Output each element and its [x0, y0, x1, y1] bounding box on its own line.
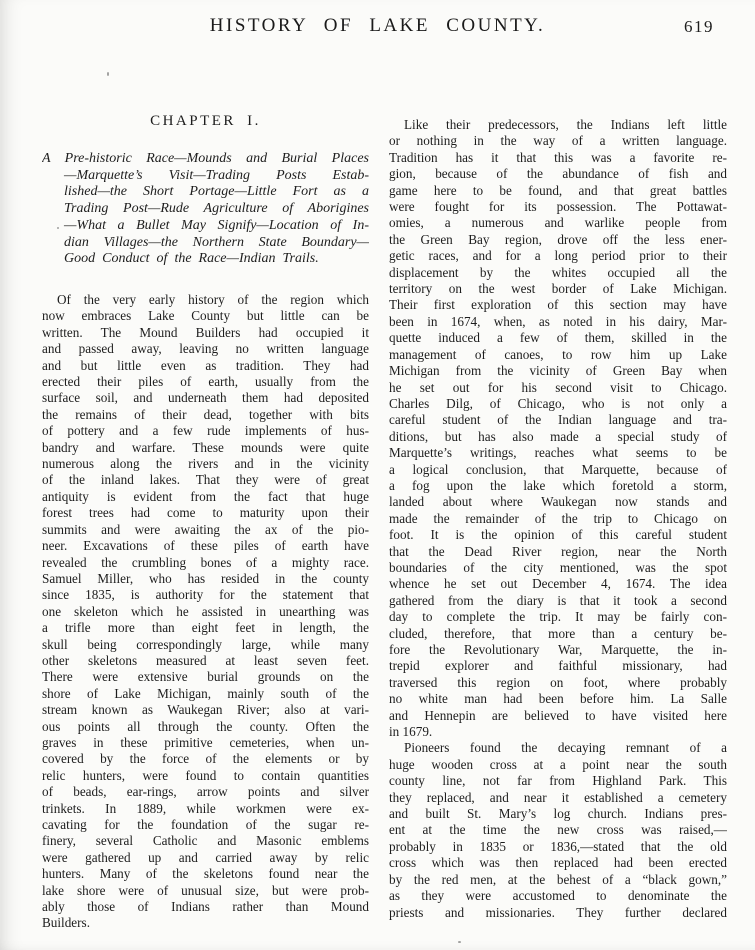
right-column — [389, 117, 727, 921]
text-line: were fought for its possession. The Pottawat- — [389, 199, 727, 215]
text-line: getic races, and for a long period prior to their — [389, 248, 727, 264]
text-line: neer. Excavations of these piles of earth have — [42, 538, 369, 554]
text-line: landed about where Waukegan now stands and — [389, 494, 727, 510]
text-line: a trifle more than eight feet in length, the — [42, 620, 369, 636]
text-line: the Green Bay region, drove off the less ener- — [389, 231, 727, 247]
text-line: careful student of the Indian language and tra- — [389, 412, 727, 428]
text-line: ably those of Indians rather than Mound — [42, 899, 369, 915]
text-line: one skeleton which he assisted in unearthing was — [42, 603, 369, 619]
text-line: the remains of their dead, together with bits — [42, 406, 369, 422]
text-line: stream known as Waukegan River; also at vari- — [42, 702, 369, 718]
text-line: now embraces Lake County but little can be — [42, 308, 369, 324]
text-line: a logical conclusion, that Marquette, because of — [389, 461, 727, 477]
text-line: traversed this region on foot, where probably — [389, 674, 727, 690]
text-line: they replaced, and near it established a cemetery — [389, 789, 727, 805]
text-line: gathered from the diary is that it took a second — [389, 592, 727, 608]
text-line: were gathered up and carried away by relic — [42, 849, 369, 865]
text-line: bandry and warfare. These mounds were quite — [42, 439, 369, 455]
text-line: huge wooden cross at a point near the south — [389, 756, 727, 772]
text-line: Like their predecessors, the Indians left little — [404, 117, 727, 132]
text-line: he set out for his second visit to Chicago. — [389, 379, 727, 395]
scan-speck — [57, 227, 59, 229]
text-line: since 1835, is authority for the statement that — [42, 587, 369, 603]
text-line: whence he set out December 4, 1674. The idea — [389, 576, 727, 592]
summary-line: lished—the Short Portage—Little Fort as a — [64, 184, 369, 200]
text-line: of the inland lakes. That they were of great — [42, 472, 369, 488]
text-line: management of canoes, to row him up Lake — [389, 346, 727, 362]
text-line: covered by the force of the elements or by — [42, 751, 369, 767]
summary-line: dian Villages—the Northern State Boundary— — [64, 234, 369, 250]
text-line: numerous along the rivers and in the vicinity — [42, 456, 369, 472]
text-line: other skeletons measured at least seven feet. — [42, 652, 369, 668]
text-line: in 1679. — [389, 724, 433, 740]
scan-speck — [107, 72, 109, 76]
text-line: surface soil, and underneath them had deposited — [42, 390, 369, 406]
text-line: shore of Lake Michigan, mainly south of the — [42, 685, 369, 701]
summary-line: Trading Post—Rude Agriculture of Aborigines — [64, 201, 369, 217]
summary-line: —Marquette’s Visit—Trading Posts Estab- — [64, 167, 369, 183]
text-line: relic hunters, were found to contain quantities — [42, 767, 369, 783]
text-line: displacement by the whites occupied all the — [389, 264, 727, 280]
text-line: forest trees had come to maturity upon their — [42, 505, 369, 521]
text-line: and Hennepin are believed to have visited here — [389, 707, 727, 723]
text-line: erected their piles of earth, usually from the — [42, 374, 369, 390]
text-line: made the remainder of the trip to Chicago on — [389, 510, 727, 526]
text-line: Samuel Miller, who has resided in the county — [42, 570, 369, 586]
text-line: ent at the time the new cross was raised,— — [389, 822, 727, 838]
text-line: cavating for the foundation of the sugar re- — [42, 817, 369, 832]
text-line: a fog upon the lake which foretold a storm, — [389, 477, 727, 493]
scan-speck — [458, 941, 461, 943]
text-line: lake shore were of unusual size, but were prob- — [42, 882, 369, 898]
text-line: fore the Revolutionary War, Marquette, the in- — [389, 642, 727, 657]
left-column-paragraph — [42, 292, 369, 932]
text-line: territory on the west border of Lake Michigan. — [389, 281, 727, 297]
summary-line: Good Conduct of the Race—Indian Trails. — [64, 251, 319, 267]
text-line: and passed away, leaving no written language — [42, 341, 369, 357]
text-line: antiquity is evident from the fact that huge — [42, 488, 369, 504]
text-line: ous points all through the county. Often the — [42, 718, 369, 734]
text-line: probably in 1835 or 1836,—stated that the old — [389, 838, 727, 854]
text-line: and but little even as tradition. They had — [42, 357, 369, 373]
text-line: Michigan from the vicinity of Green Bay when — [389, 363, 727, 379]
running-header — [0, 15, 755, 37]
text-line: omies, a numerous and warlike people from — [389, 215, 727, 231]
text-line: of pottery and a few rude implements of hus- — [42, 423, 369, 439]
text-line: been in 1674, when, as noted in his dairy, Mar- — [389, 313, 727, 329]
text-line: day to complete the trip. It may be fairly con- — [389, 609, 727, 625]
text-line: by the red men, at the behest of a “black gown,” — [389, 871, 727, 887]
text-line: trepid explorer and faithful missionary, had — [389, 658, 727, 674]
text-line: county line, not far from Highland Park. This — [389, 773, 727, 789]
summary-line: —What a Bullet May Signify—Location of In- — [64, 217, 369, 233]
text-line: written. The Mound Builders had occupied it — [42, 324, 369, 340]
text-line: cluded, therefore, that more than a century be- — [389, 625, 727, 641]
text-line: foot. It is the opinion of this careful student — [389, 527, 727, 543]
text-line: summits and were awaiting the ax of the pio- — [42, 521, 369, 537]
text-line: trinkets. In 1889, while workmen were ex- — [42, 800, 369, 816]
text-line: priests and missionaries. They further declared — [389, 904, 727, 920]
right-column-paragraph-2 — [389, 740, 727, 920]
text-line: no white man had been before him. La Salle — [389, 691, 727, 707]
text-line: and built St. Mary’s log church. Indians pres- — [389, 806, 727, 822]
text-line: gion, because of the abundance of fish and — [389, 166, 727, 182]
text-line: cross which was then replaced had been erected — [389, 855, 727, 871]
running-title: HISTORY OF LAKE COUNTY. — [209, 15, 546, 36]
text-line: Charles Dilg, of Chicago, who is not only a — [389, 395, 727, 411]
text-line: or nothing in the way of a written language. — [389, 133, 727, 149]
text-line: game here to be found, and that great battles — [389, 182, 727, 198]
text-line: finery, several Catholic and Masonic emblems — [42, 833, 369, 849]
text-line: that the Dead River region, near the North — [389, 543, 727, 559]
text-line: Of the very early history of the region which — [57, 292, 369, 307]
text-line: revealed the crumbling bones of a mighty race. — [42, 554, 369, 570]
text-line: There were extensive burial grounds on the — [42, 669, 369, 685]
text-line: hunters. Many of the skeletons found near the — [42, 866, 369, 882]
text-line: boundaries of the city mentioned, was the spot — [389, 559, 727, 575]
right-column-paragraph-1 — [389, 117, 727, 740]
summary-line: A Pre-historic Race—Mounds and Burial Places — [42, 151, 369, 166]
chapter-heading: CHAPTER I. — [150, 113, 261, 129]
text-line: of beads, ear-rings, arrow points and silver — [42, 784, 369, 800]
chapter-summary — [42, 151, 369, 268]
text-line: Tradition has it that this was a favorite re- — [389, 149, 727, 165]
text-line: ditions, but has also made a special study of — [389, 428, 727, 444]
text-line: graves in these primitive cemeteries, when un- — [42, 734, 369, 750]
text-line: skull being correspondingly large, while many — [42, 636, 369, 652]
text-line: Pioneers found the decaying remnant of a — [404, 740, 727, 756]
text-line: quette induced a few of them, skilled in the — [389, 330, 727, 346]
page-number: 619 — [684, 17, 714, 36]
text-line: as they were accustomed to denominate the — [389, 888, 727, 904]
text-line: Marquette’s writings, reaches what seems to be — [389, 445, 727, 461]
text-line: Builders. — [42, 915, 90, 931]
text-line: Their first exploration of this section may have — [389, 297, 727, 313]
